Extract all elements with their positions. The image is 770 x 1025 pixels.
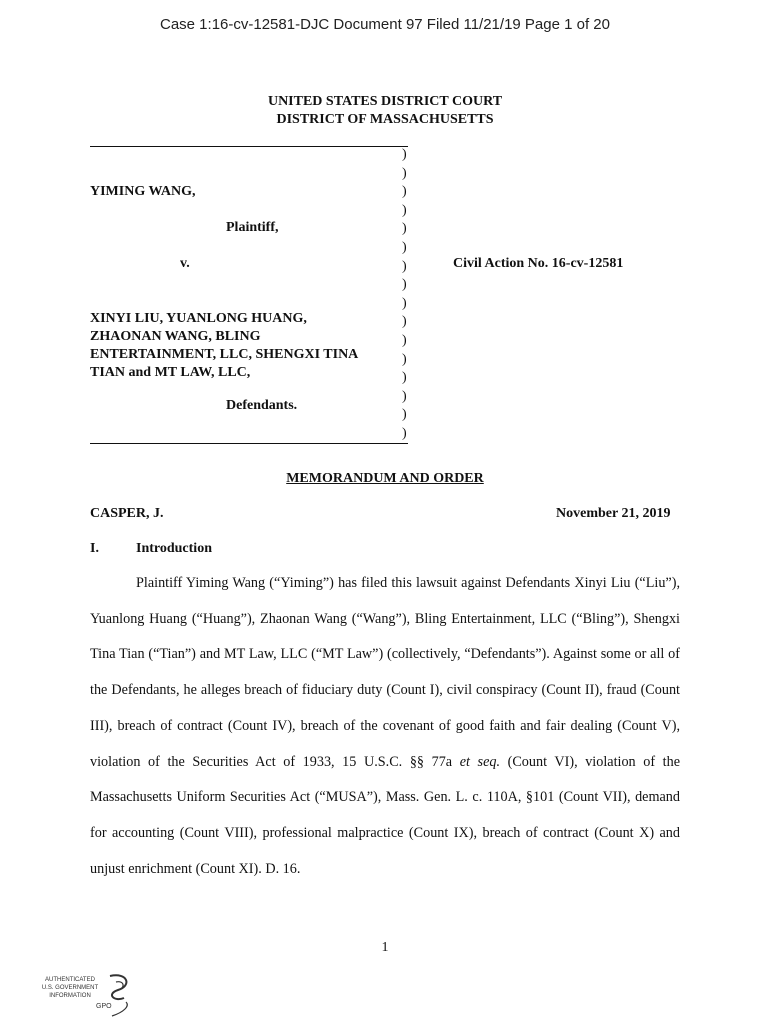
svg-text:AUTHENTICATED: AUTHENTICATED bbox=[45, 977, 95, 983]
section-title: Introduction bbox=[136, 541, 212, 556]
defendants-block bbox=[90, 310, 400, 382]
defendants-line: XINYI LIU, YUANLONG HUANG, bbox=[90, 311, 307, 326]
judge-name: CASPER, J. bbox=[90, 506, 164, 521]
section-number: I. bbox=[90, 541, 99, 556]
court-district: DISTRICT OF MASSACHUSETTS bbox=[276, 112, 494, 127]
introduction-paragraph: Plaintiff Yiming Wang (“Yiming”) has filed this lawsuit against Defendants Xinyi Liu (“Liu”), Yuanlong Huang (“Huang”), Zhaonan Wang (“Wang”), Bling Entertainment, LLC (“Bling”), Shengxi Tina Tian (“Tian”) and MT Law, LLC (“MT Law”) (collectively, “Defendants”). Against some or all of the Defendants, he alleges breach of fiduciary duty (Count I), civil conspiracy (Count II), fraud (Count III), breach of contract (Count IV), breach of the covenant of good faith and fair dealing (Count V), violation of the Securities Act of 1933, 15 U.S.C. §§ 77a et seq. (Count VI), violation of the Massachusetts Uniform Securities Act (“MUSA”), Mass. Gen. L. c. 110A, §101 (Count VII), demand for accounting (Count VIII), professional malpractice (Count IX), breach of contract (Count X) and unjust enrichment (Count XI). D. 16. bbox=[90, 575, 681, 877]
case-header: Case 1:16-cv-12581-DJC Document 97 Filed 11/21/19 Page 1 of 20 bbox=[160, 16, 610, 33]
plaintiff-role: Plaintiff, bbox=[226, 220, 279, 235]
civil-action-number: Civil Action No. 16-cv-12581 bbox=[453, 256, 624, 271]
page-number: 1 bbox=[381, 940, 389, 955]
defendants-line: TIAN and MT LAW, LLC, bbox=[90, 365, 251, 380]
decision-date: November 21, 2019 bbox=[556, 506, 671, 521]
svg-text:GPO: GPO bbox=[96, 1003, 112, 1010]
svg-text:U.S. GOVERNMENT: U.S. GOVERNMENT bbox=[41, 985, 99, 991]
versus-label: v. bbox=[180, 256, 190, 271]
caption-paren-column: ) ) ) ) ) ) ) ) ) ) ) ) ) ) ) ) bbox=[402, 147, 407, 441]
defendants-line: ENTERTAINMENT, LLC, SHENGXI TINA bbox=[90, 347, 359, 362]
caption-top-rule bbox=[90, 146, 408, 147]
memorandum-title: MEMORANDUM AND ORDER bbox=[286, 471, 484, 486]
caption-bottom-rule bbox=[90, 443, 408, 444]
defendants-line: ZHAONAN WANG, BLING bbox=[90, 329, 261, 344]
svg-text:INFORMATION: INFORMATION bbox=[49, 993, 91, 999]
gpo-authentication-seal bbox=[32, 972, 142, 1020]
court-name: UNITED STATES DISTRICT COURT bbox=[267, 94, 503, 109]
plaintiff-name: YIMING WANG, bbox=[90, 184, 196, 199]
defendants-role: Defendants. bbox=[226, 398, 298, 413]
gpo-seal-icon bbox=[32, 972, 142, 1020]
